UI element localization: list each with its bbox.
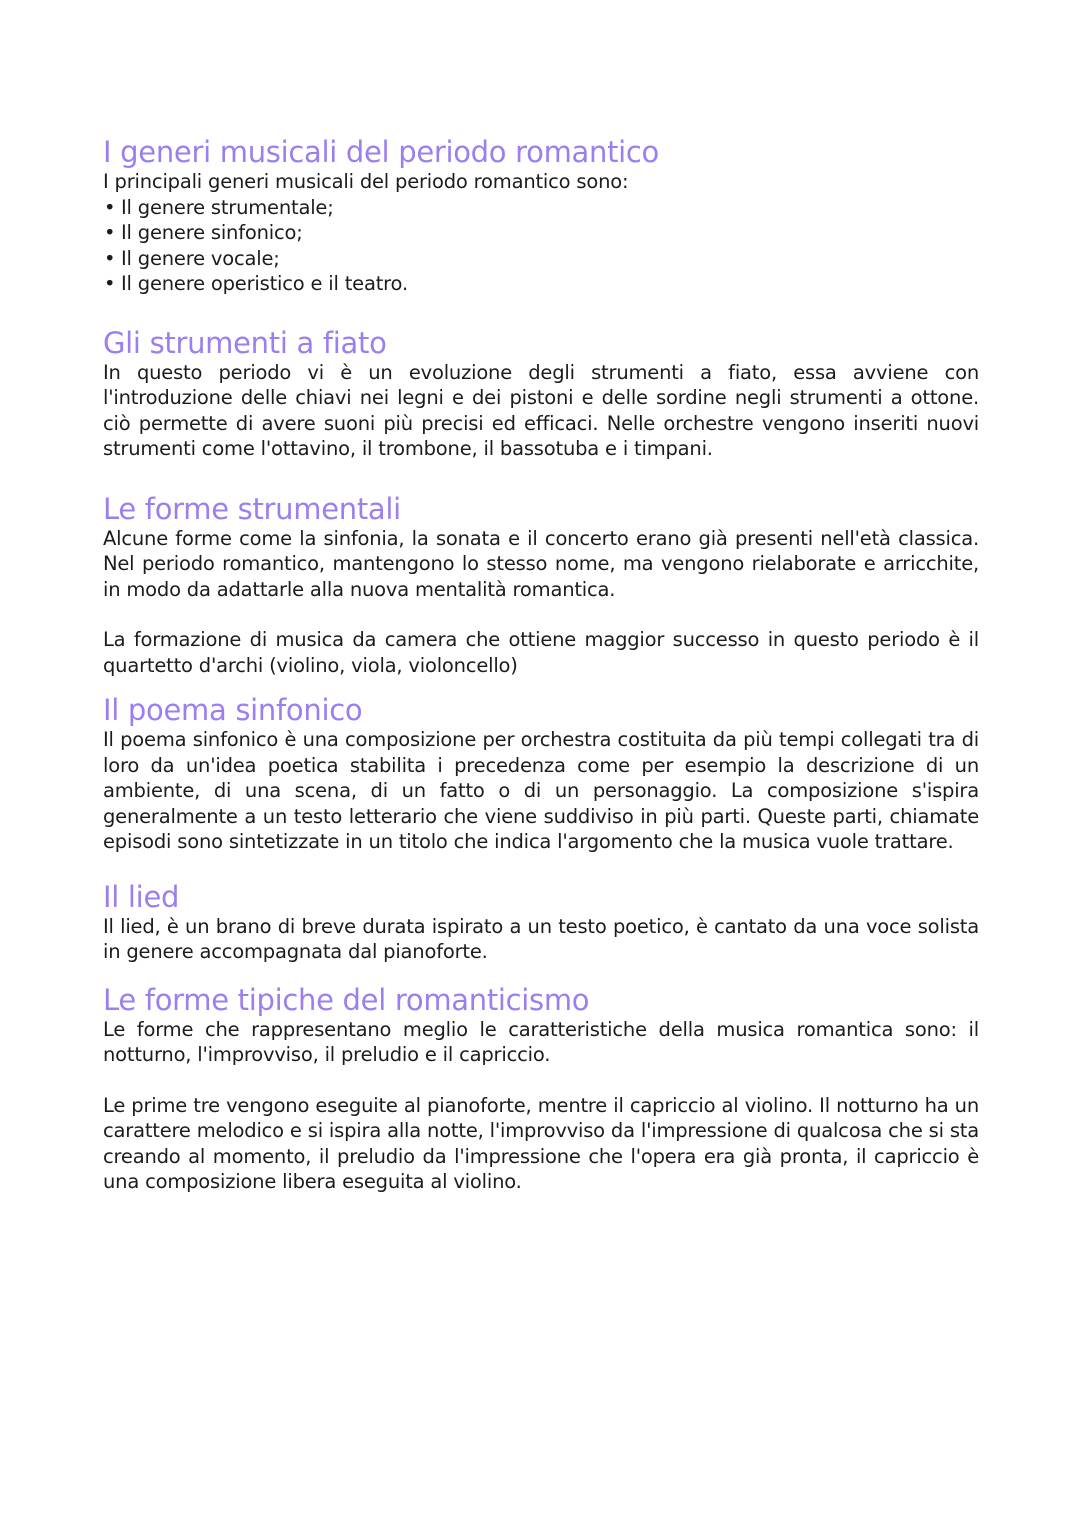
bullet-icon: • — [104, 195, 116, 219]
section-text: Le forme che rappresentano meglio le caratteristiche della musica romantica sono: il notturno, l'improvviso, il preludio e il capriccio. — [103, 1017, 979, 1066]
section-text: Il poema sinfonico è una composizione per orchestra costituita da più tempi collegati tra di loro da un'idea poetica stabilita i precedenza come per esempio la descrizione di un ambiente, di una scena, di un fatto o di un personaggio. La composizione s'ispira generalmente a un testo letterario che viene suddiviso in più parti. Queste parti, chiamate episodi sono sintetizzate in un titolo che indica l'argomento che la musica vuole trattare. — [103, 728, 979, 853]
bullet-icon: • — [104, 221, 116, 244]
list-item: • Il genere strumentale; — [104, 195, 334, 219]
section-title: Gli strumenti a fiato — [103, 325, 387, 360]
section-forme-tipiche — [103, 983, 979, 1068]
section-text: La formazione di musica da camera che ottiene maggior successo in questo periodo è il quartetto d'archi (violino, viola, violoncello) — [103, 628, 979, 677]
section-lied — [103, 880, 979, 965]
list-item: • Il genere vocale; — [104, 246, 280, 270]
section-title: Le forme tipiche del romanticismo — [103, 982, 590, 1017]
bullet-list — [103, 195, 979, 297]
bullet-icon: • — [104, 272, 116, 295]
section-generi — [103, 135, 979, 297]
list-item: • Il genere operistico e il teatro. — [104, 272, 408, 295]
document-page — [103, 135, 979, 1195]
section-title: Le forme strumentali — [103, 491, 401, 526]
section-text: Le prime tre vengono eseguite al pianoforte, mentre il capriccio al violino. Il notturno ha un carattere melodico e si ispira alla notte, l'improvviso da l'impressione di qualcosa che si sta creando al momento, il preludio da l'impressione che l'opera era già pronta, il capriccio è una composizione libera eseguita al violino. — [103, 1093, 979, 1193]
section-text: Il lied, è un brano di breve durata ispirato a un testo poetico, è cantato da una voce solista in genere accompagnata dal pianoforte. — [103, 914, 979, 963]
bullet-icon: • — [104, 246, 116, 270]
section-forme-tipiche-extra — [103, 1093, 979, 1195]
list-item: • Il genere sinfonico; — [104, 221, 303, 244]
section-poema — [103, 693, 979, 855]
section-intro: I principali generi musicali del periodo romantico sono: — [103, 170, 629, 193]
section-text: In questo periodo vi è un evoluzione degli strumenti a fiato, essa avviene con l'introduzione delle chiavi nei legni e dei pistoni e delle sordine negli strumenti a ottone. ciò permette di avere suoni più precisi ed efficaci. Nelle orchestre vengono inseriti nuovi strumenti come l'ottavino, il trombone, il bassotuba e i timpani. — [103, 360, 979, 460]
section-fiato — [103, 326, 979, 462]
section-title: Il lied — [103, 879, 180, 914]
section-text: Alcune forme come la sinfonia, la sonata e il concerto erano già presenti nell'età classica. Nel periodo romantico, mantengono lo stesso nome, ma vengono rielaborate e arricchite, in modo da adattarle alla nuova mentalità romantica. — [103, 526, 979, 601]
section-title: Il poema sinfonico — [103, 693, 363, 727]
section-forme-strumentali-extra — [103, 627, 979, 678]
section-forme-strumentali — [103, 492, 979, 603]
section-title: I generi musicali del periodo romantico — [103, 135, 659, 169]
